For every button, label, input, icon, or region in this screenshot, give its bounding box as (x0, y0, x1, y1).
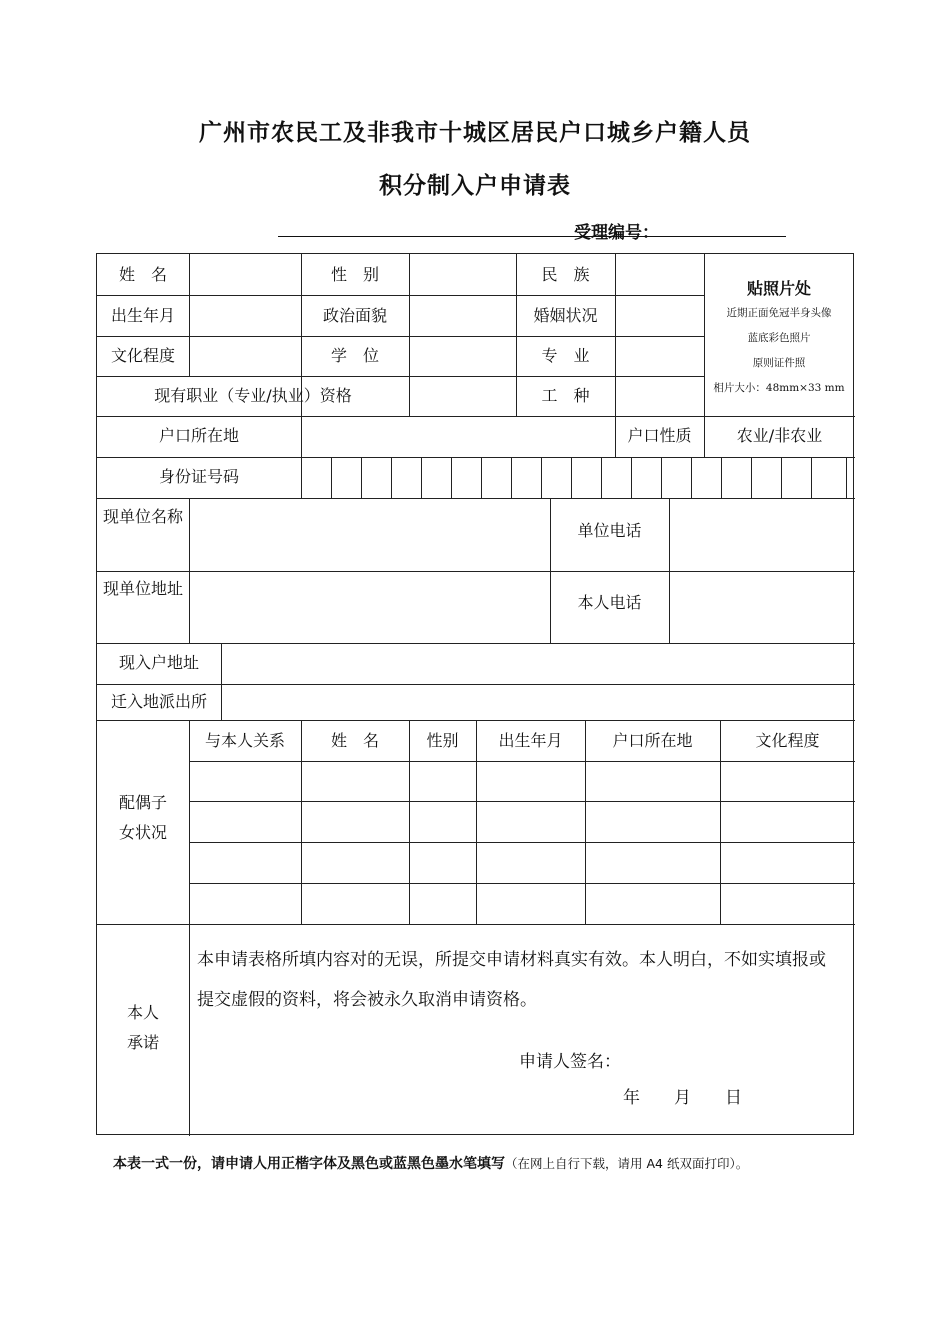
family-header-hukou: 户口所在地 (612, 731, 693, 750)
label-hukou-location: 户口所在地 (158, 426, 239, 445)
label-political-status: 政治面貌 (322, 306, 387, 325)
footnote-main: 本表一式一份，请申请人用正楷字体及黑色或蓝黑色墨水笔填写 (113, 1156, 505, 1172)
signature-date-label: 年 月 日 (623, 1088, 742, 1108)
label-education: 文化程度 (110, 346, 175, 365)
hukou-nature-options[interactable]: 农业/非农业 (736, 426, 823, 445)
label-work-type: 工 种 (541, 386, 590, 405)
label-new-hukou-address: 现入户地址 (118, 653, 199, 672)
footnote-small: （在网上自行下载，请用 A4 纸双面打印）。 (505, 1156, 749, 1171)
form-title-line2: 积分制入户申请表 (379, 173, 571, 199)
label-name: 姓 名 (118, 265, 167, 284)
family-header-name: 姓 名 (330, 731, 379, 750)
label-pledge: 本人承诺 (126, 1003, 159, 1052)
label-marital-status: 婚姻状况 (533, 306, 598, 325)
family-header-relation: 与本人关系 (204, 731, 285, 750)
label-family-status: 配偶子女状况 (118, 793, 167, 842)
photo-note: 原则证件照 (752, 357, 806, 369)
photo-note: 近期正面免冠半身头像 (726, 307, 832, 319)
family-header-gender: 性别 (426, 731, 459, 750)
label-hukou-nature: 户口性质 (627, 426, 692, 445)
family-header-education: 文化程度 (755, 731, 820, 750)
photo-area-title: 贴照片处 (746, 279, 811, 298)
accept-number-underline[interactable] (278, 236, 786, 237)
label-major: 专 业 (541, 346, 590, 365)
label-id-number: 身份证号码 (158, 467, 239, 486)
photo-note: 蓝底彩色照片 (747, 332, 811, 344)
label-gender: 性 别 (330, 265, 379, 284)
label-police-station: 迁入地派出所 (110, 692, 207, 711)
applicant-signature-label: 申请人签名： (519, 1052, 621, 1072)
label-employer-address: 现单位地址 (103, 579, 184, 598)
form-title-line1: 广州市农民工及非我市十城区居民户口城乡户籍人员 (199, 120, 751, 146)
label-qualification: 现有职业（专业/执业）资格 (154, 386, 352, 405)
label-employer-name: 现单位名称 (103, 507, 184, 526)
label-employer-phone: 单位电话 (577, 521, 642, 540)
label-birth-date: 出生年月 (110, 306, 175, 325)
family-header-birth: 出生年月 (498, 731, 563, 750)
footnote (113, 1149, 853, 1179)
photo-note: 相片大小：48mm×33 mm (713, 382, 845, 394)
label-ethnicity: 民 族 (541, 265, 590, 284)
pledge-text: 本申请表格所填内容对的无误，所提交申请材料真实有效。本人明白，不如实填报或提交虚假的资料，将会被永久取消申请资格。 (197, 950, 826, 1010)
label-personal-phone: 本人电话 (577, 593, 642, 612)
application-form-table (96, 253, 854, 1135)
accept-number-label: 受理编号： (574, 223, 659, 243)
label-degree: 学 位 (330, 346, 379, 365)
